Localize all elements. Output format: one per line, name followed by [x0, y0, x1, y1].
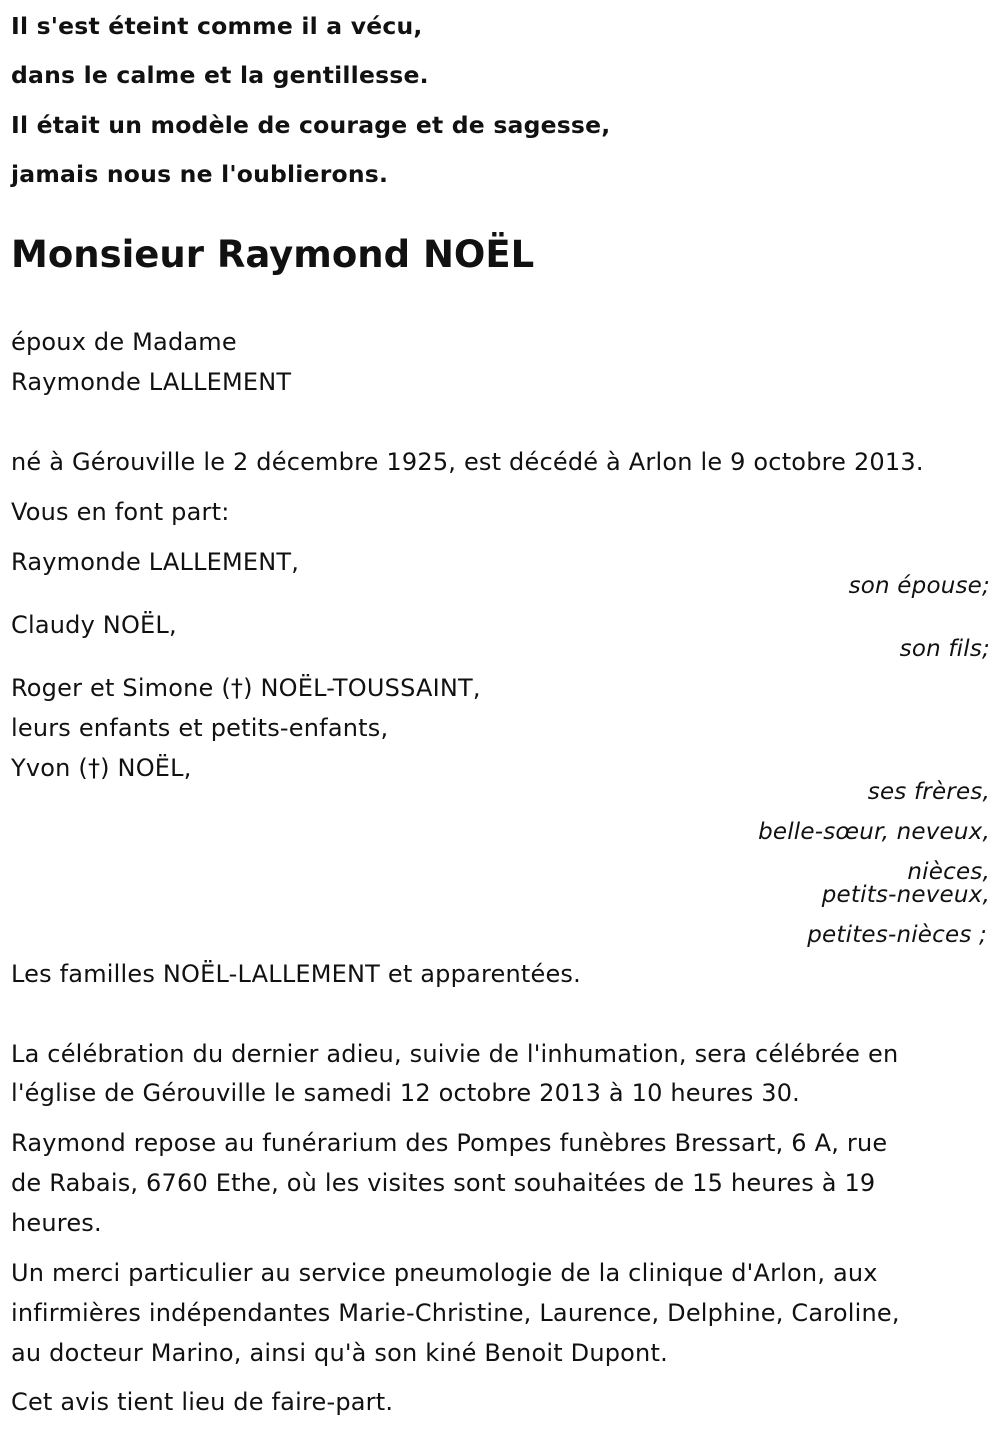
announcers-intro: Vous en font part: [11, 498, 230, 526]
ceremony-line-2: l'église de Gérouville le samedi 12 octobre 2013 à 10 heures 30. [11, 1079, 800, 1107]
spouse-name: Raymonde LALLEMENT, [11, 548, 300, 576]
birth-death-line: né à Gérouville le 2 décembre 1925, est décédé à Arlon le 9 octobre 2013. [11, 448, 924, 476]
spouse-line-2: Raymonde LALLEMENT [11, 368, 292, 396]
spouse-line-1: époux de Madame [11, 328, 237, 356]
role-grandnephews: petits-neveux, [821, 882, 990, 908]
son-name: Claudy NOËL, [11, 611, 177, 639]
role-nieces: nièces, [907, 859, 990, 885]
visitation-line-3: heures. [11, 1209, 102, 1237]
families-line: Les familles NOËL-LALLEMENT et apparentées. [11, 960, 581, 988]
poem-line-2: dans le calme et la gentillesse. [11, 61, 429, 89]
sibling-2 [11, 753, 192, 783]
visitation-line-2: de Rabais, 6760 Ethe, où les visites sont souhaitées de 15 heures à 19 [11, 1169, 876, 1197]
sibling-1-part-b: ) NOËL-TOUSSAINT, [243, 674, 481, 702]
thanks-line-3: au docteur Marino, ainsi qu'à son kiné Benoit Dupont. [11, 1339, 668, 1367]
thanks-line-1: Un merci particulier au service pneumologie de la clinique d'Arlon, aux [11, 1259, 878, 1287]
sibling-children: leurs enfants et petits-enfants, [11, 714, 389, 742]
cross-icon: † [87, 754, 101, 782]
son-role: son fils; [899, 636, 990, 662]
closing-line: Cet avis tient lieu de faire-part. [11, 1388, 394, 1416]
poem-line-3: Il était un modèle de courage et de sagesse, [11, 111, 611, 139]
sibling-2-part-b: ) NOËL, [100, 754, 192, 782]
ceremony-line-1: La célébration du dernier adieu, suivie de l'inhumation, sera célébrée en [11, 1040, 899, 1068]
sibling-1-part-a: Roger et Simone ( [11, 674, 231, 702]
sibling-1 [11, 673, 481, 703]
role-brothers: ses frères, [867, 779, 990, 805]
sibling-2-part-a: Yvon ( [11, 754, 88, 782]
poem-line-4: jamais nous ne l'oublierons. [11, 160, 389, 188]
visitation-line-1: Raymond repose au funérarium des Pompes funèbres Bressart, 6 A, rue [11, 1129, 888, 1157]
deceased-name: Monsieur Raymond NOËL [11, 233, 535, 276]
cross-icon: † [230, 674, 244, 702]
spouse-role: son épouse; [848, 573, 990, 599]
poem-line-1: Il s'est éteint comme il a vécu, [11, 12, 423, 40]
role-sister-in-law: belle-sœur, neveux, [758, 819, 990, 845]
role-grandnieces: petites-nièces ; [807, 922, 987, 948]
thanks-line-2: infirmières indépendantes Marie-Christine, Laurence, Delphine, Caroline, [11, 1299, 900, 1327]
